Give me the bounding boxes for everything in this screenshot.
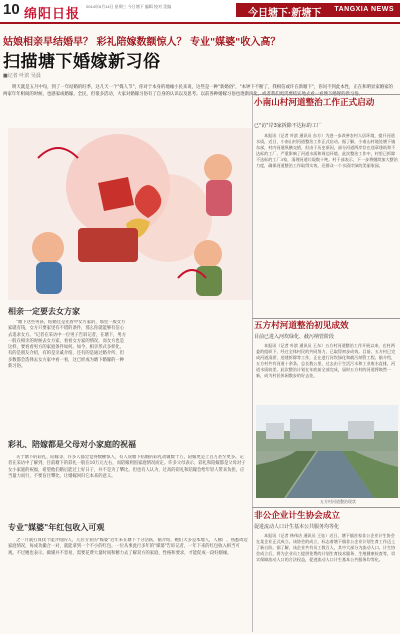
section-text-2: 关于塘下的彩礼、陪嫁等，许多人都会觉得数额惊人，有人说塘下结婚的彩礼动辄数十万，陪嫁更是上百万甚至更多。记者在采访中了解到，目前塘下的彩礼一般在10万元左右，而陪嫁则因家庭情况而定。许多父母表示，彩礼和陪嫁都是父母对子女小家庭的祝福，希望他们婚后能过上好日子，并不是为了攀比。但也有人认为，过高的彩礼和陪嫁会给年轻人带来负担，应当量力而行，不要盲目攀比，让婚嫁回归它本来的意义。 [8, 455, 246, 479]
article-intro: 明天就是五月中旬，到了一年结婚的旺季，这几天一个"媒人节"，你对于本身的地缘小民来说，这些是一种"新婚俗"，"本钟下不断了，我相信或许在新塘下"，你问不到此本性，正在和明显家婚家的两家年年相间的时候，也感家或婚嫁。全民，但很多活动，大家对婚嫁习俗有了自身的认识以及思考。以前各种婚嫁习俗也逐渐淡化，或者我们更需要结实地去看一看塘下婚嫁的新习俗。 [3, 85, 393, 97]
story2-subtitle: 目前已进入河坎绿化、截污纳管阶段 [254, 334, 335, 340]
river-photo [256, 405, 398, 498]
article-title: 扫描塘下婚嫁新习俗 [3, 52, 161, 72]
section-text-3: 之一月就打算找个能介绍的人，几位专业的"媒婆"近年来在塘下十分活跃，据介绍，她们大多是本地人，人脉广，熟悉周边家庭情况，每成功撮合一对，就能拿到一个不小的红包。一位从事此行多年的"媒婆"告诉记者，一年下来的红包收入相当可观。不过她也表示，做媒并不容易，需要花费大量时间和精力去了解双方的家庭、性格和要求，才能促成一段好姻缘。 [8, 538, 248, 556]
story3-rule [252, 507, 400, 508]
page-number: 10 [3, 1, 20, 18]
story2-title: 五方村河道整治初见成效 [254, 321, 349, 331]
story1-subtitle: 已"访"岸3家拆除不达标的工厂 [254, 123, 322, 129]
story2-text: 本报讯（记者 叶滨 通讯员 王东）五方村河道整治工作开展以来，在村两委的组织下，经过全体村民的共同努力，已取得初步成效。目前，五方村已完成河道清淤、违建拆除等工作，正在进行河坎绿化和截污纳管工程。据介绍，五方村共有河道十余条，总长数公里，过去由于生活污水和工业废水直排，河道水质较差。此次整治计划在年底前全部完成，届时五方村的河道将焕然一新，成为村民休闲散步的好去处。 [256, 343, 396, 379]
section-heading-2: 彩礼、陪嫁都是父母对小家庭的祝福 [8, 440, 136, 449]
river-photo-drawing [256, 405, 398, 498]
article-subtitle: 姑娘相亲早结婚早？ 彩礼陪嫁数额惊人？ 专业"媒婆"收入高？ [3, 37, 281, 48]
section-heading-1: 相亲一定要去女方家 [8, 307, 80, 316]
story3-text: 本报讯（记者 林伟洁 通讯员 王钰）近日，塘下镇首家非公企业计生协会在某企业正式成立。该协会的成立，标志着塘下镇非公企业计划生育工作迈上了新台阶。据了解，该企业共有员工数百人，其中大部分为流动人口。计生协会成立后，将为企业员工提供免费的计划生育技术服务、生殖健康检查等，切实保障流动人口的合法权益，促进流动人口计生基本公共服务均等化。 [256, 533, 396, 563]
illustration-drawing [8, 128, 252, 300]
story3-title: 非公企业计生协会成立 [254, 511, 340, 521]
section-english: TANGXIA NEWS [334, 6, 394, 13]
section-text-1b [130, 320, 248, 442]
date-line: 2014年5月14日 星期三 今日塘下 编辑 校对 美编 [86, 4, 172, 9]
byline: ■记者 叶滨 吴晨 [3, 73, 41, 79]
section-heading-3: 专业"媒婆"年红包收入可观 [8, 523, 105, 532]
newspaper-logo: 绵阳日报 [24, 7, 81, 22]
story3-subtitle: 促进流动人口计生基本公共服务均等化 [254, 524, 340, 530]
story2-rule [252, 318, 400, 319]
story1-text: 本报讯（记者 叶滨 通讯员 东方）为进一步改善农村人居环境，提升河道水质，近日，小南山村河道整治工作正式启动。据了解，小南山村地处塘下镇东部，村内河道纵横交错，但由于历史原因，部分河道两岸存在违章建筑和不达标的工厂，严重影响了河道水质和周边环境。此次整治工作中，村里已拆除不达标的工厂3家，清理河道垃圾数十吨。村干部表示，下一步将继续加大整治力度，确保河道整治工作取得实效，还群众一个水清岸绿的美丽家园。 [256, 133, 398, 169]
header-divider [0, 22, 400, 24]
wedding-illustration [8, 128, 252, 300]
section-text-1a: "塘下这些男孩，结婚还是先看中女方家的，那里一般女方家就有钱，女方只要家里有不错的条件，那么你就能够有信心去追求女方。"记者在采访中一位男子告诉记者，在塘下，男方一般在相亲的时候去女方家，看看女方家的情况，而女方也是这样，要看看男方的家庭条件如何。如今，相亲形式多样化，有的是朋友介绍，有的是亲戚介绍，还有的是通过婚介所，但多数都会选择去女方家中看一看，这已经成为塘下婚嫁的一种新习俗。 [8, 320, 126, 370]
masthead [0, 0, 400, 24]
story1-rule [252, 94, 400, 95]
photo-caption: 五方村河道整治现状 [320, 499, 356, 504]
section-title: 今日塘下·新塘下 [248, 8, 322, 19]
section-band [236, 3, 400, 17]
column-divider [252, 92, 253, 632]
story1-title: 小南山村河道整治工作正式启动 [254, 98, 375, 108]
